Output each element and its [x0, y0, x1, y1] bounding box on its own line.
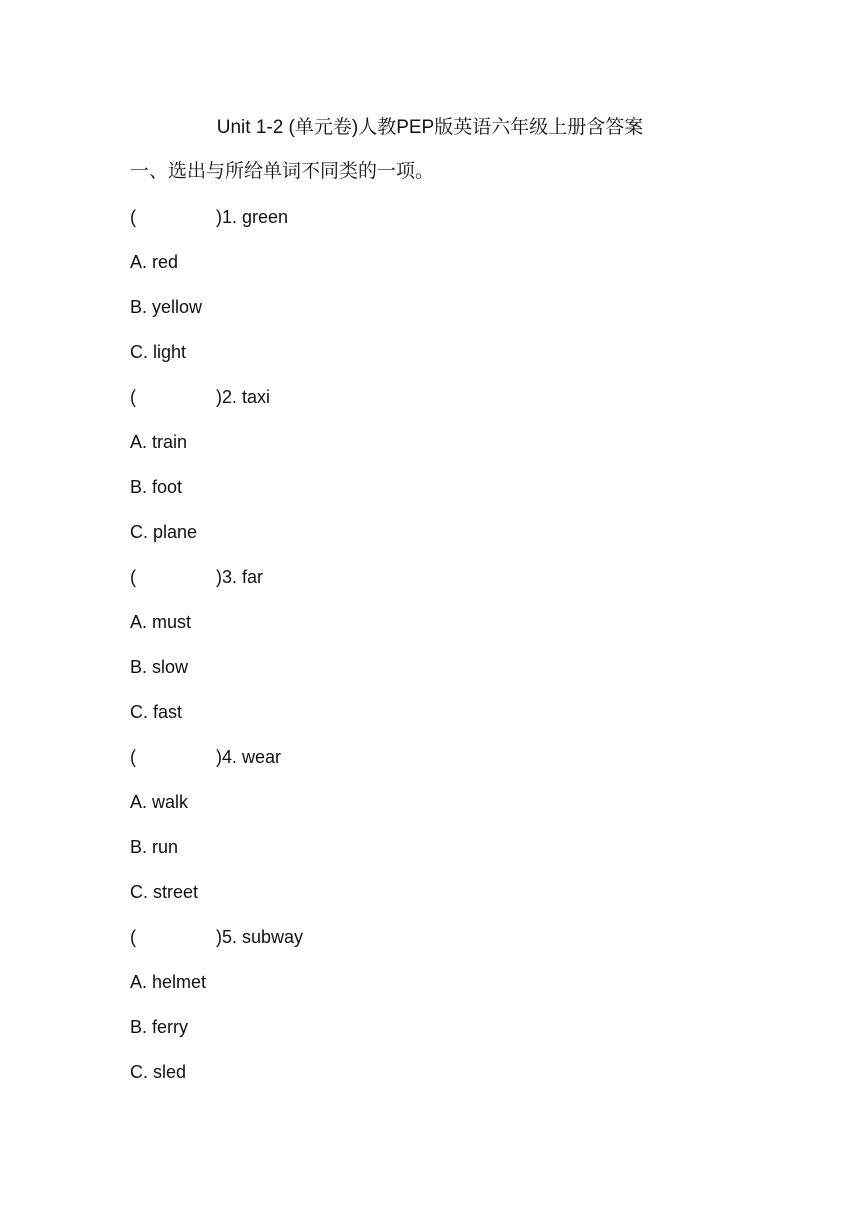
- question-2-stem: [130, 384, 270, 410]
- question-word: )4. wear: [216, 747, 282, 767]
- question-word: )5. subway: [216, 927, 304, 947]
- answer-blank-open-paren: (: [130, 927, 136, 947]
- question-1-option-a: A. red: [130, 252, 179, 272]
- answer-blank-open-paren: (: [130, 207, 136, 227]
- question-3-stem: [130, 564, 263, 590]
- question-5-option-a: A. helmet: [130, 972, 207, 992]
- question-word: )2. taxi: [216, 387, 271, 407]
- question-3-option-a: A. must: [130, 612, 192, 632]
- answer-blank-open-paren: (: [130, 567, 136, 587]
- question-1-stem: [130, 204, 288, 230]
- question-4-stem: [130, 744, 281, 770]
- document-title: Unit 1-2 (单元卷)人教PEP版英语六年级上册含答案: [216, 117, 644, 138]
- question-2-option-a: A. train: [130, 432, 188, 452]
- question-5-stem: [130, 924, 303, 950]
- question-4-option-c: C. street: [130, 882, 199, 902]
- section-heading: 一、选出与所给单词不同类的一项。: [130, 161, 435, 182]
- answer-blank-open-paren: (: [130, 747, 136, 767]
- question-word: )3. far: [216, 567, 264, 587]
- question-1-option-c: C. light: [130, 342, 187, 362]
- question-3-option-b: B. slow: [130, 657, 189, 677]
- question-word: )1. green: [216, 207, 289, 227]
- question-2-option-b: B. foot: [130, 477, 183, 497]
- question-1-option-b: B. yellow: [130, 297, 203, 317]
- question-4-option-a: A. walk: [130, 792, 189, 812]
- question-3-option-c: C. fast: [130, 702, 183, 722]
- question-5-option-b: B. ferry: [130, 1017, 189, 1037]
- question-4-option-b: B. run: [130, 837, 179, 857]
- answer-blank-open-paren: (: [130, 387, 136, 407]
- question-5-option-c: C. sled: [130, 1062, 187, 1082]
- question-2-option-c: C. plane: [130, 522, 198, 542]
